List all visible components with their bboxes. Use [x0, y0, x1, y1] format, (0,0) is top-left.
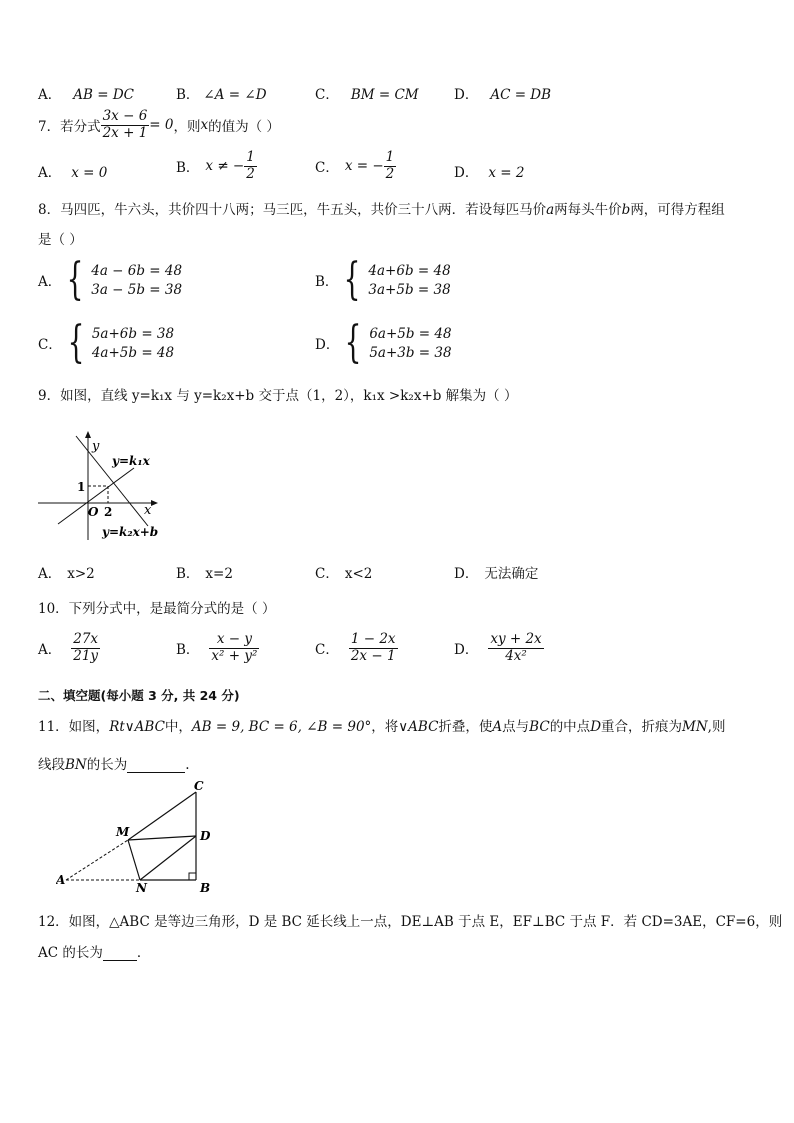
question-9-stem: 9．如图，直线 y=k₁x 与 y=k₂x+b 交于点（1，2），k₁x >k₂x+b 解集为（ ）	[38, 388, 518, 404]
q7-option-b[interactable]: B． x ≠ − $\frac{1}{2}$	[176, 149, 255, 182]
question-10-stem: 10．下列分式中，是最简分式的是（ ）	[38, 601, 276, 617]
answer-blank[interactable]	[127, 758, 185, 773]
segment-MD	[128, 836, 196, 840]
segment-ND	[140, 836, 196, 880]
brace-icon: {	[344, 317, 362, 368]
brace-icon: {	[344, 254, 361, 305]
q7-option-a[interactable]: A． x = 0	[38, 165, 108, 181]
question-11-stem: 11．如图，Rt∨ABC中，AB = 9, BC = 6, ∠B = 90°，将∨ABC折叠，使A点与BC的中点D重合，折痕为MN,则	[38, 719, 726, 735]
q10-option-b[interactable]: B． $\frac{x - y}{\text{x² + y²}}$	[176, 631, 258, 664]
point-B-label: B	[200, 881, 211, 894]
point-C-label: C	[194, 779, 204, 793]
q9-option-a[interactable]: A． x>2	[38, 566, 95, 582]
point-N-label: N	[136, 881, 147, 894]
q6-option-b[interactable]: B． ∠A = ∠D	[176, 87, 267, 103]
line-k1-label: y=k₁x	[112, 454, 150, 468]
q6-option-c[interactable]: C． BM = CM	[315, 87, 419, 103]
y-axis-label: y	[92, 439, 100, 454]
q9-option-b[interactable]: B． x=2	[176, 566, 233, 582]
question-8-stem-line2: 是（ ）	[38, 232, 83, 248]
y-axis-arrow-icon	[85, 431, 91, 438]
q8-option-c[interactable]: C． { 5a+6b = 38 4a+5b = 48	[38, 317, 175, 368]
q9-option-d[interactable]: D． 无法确定	[454, 566, 539, 582]
q6-option-a[interactable]: A． AB = DC	[38, 87, 134, 103]
q9-graph	[36, 428, 168, 546]
segment-MC	[128, 792, 196, 840]
point-M-label: M	[116, 825, 130, 839]
tick-x-label: 2	[104, 505, 113, 519]
line-k2-label: y=k₂x+b	[102, 525, 159, 539]
q8-option-b[interactable]: B． { 4a+6b = 48 3a+5b = 38	[315, 254, 451, 305]
section-title: 二、填空题(每小题 3 分, 共 24 分)	[38, 688, 240, 703]
brace-icon: {	[66, 254, 84, 305]
x-axis-label: x	[144, 503, 152, 518]
question-12-stem: 12．如图，△ABC 是等边三角形，D 是 BC 延长线上一点，DE⊥AB 于点 E，EF⊥BC 于点 F．若 CD=3AE，CF=6，则	[38, 914, 783, 930]
question-7-stem: 7．若分式 $\frac{3x - 6}{2x + 1}$ = 0 ，则 x 的值为（ ）	[38, 108, 280, 141]
point-A-label: A	[56, 873, 66, 887]
x-axis-arrow-icon	[151, 500, 158, 506]
q6-option-d[interactable]: D． AC = DB	[454, 87, 552, 103]
q11-figure	[56, 778, 216, 894]
right-angle-mark	[189, 873, 196, 880]
q8-option-a[interactable]: A． { 4a − 6b = 48 3a − 5b = 38	[38, 254, 183, 305]
tick-y-label: 1	[77, 480, 86, 494]
q7-option-c[interactable]: C． x = − $\frac{1}{2}$	[315, 149, 395, 182]
q7-option-d[interactable]: D． x = 2	[454, 165, 525, 181]
q7-fraction: $\frac{3x - 6}{2x + 1}$	[102, 108, 148, 141]
question-12-stem-line2: AC 的长为 ．	[38, 945, 151, 961]
q10-option-d[interactable]: D． $\frac{xy + 2x}{\text{4x²}}$	[454, 631, 542, 664]
segment-AM	[66, 840, 128, 880]
q10-option-a[interactable]: A． $\frac{27x}{21y}$	[38, 631, 99, 664]
question-11-stem-line2: 线段BN的长为 .	[38, 757, 190, 773]
q10-option-c[interactable]: C． $\frac{1 - 2x}{2x - 1}$	[315, 631, 396, 664]
q8-option-d[interactable]: D． { 6a+5b = 48 5a+3b = 38	[315, 317, 452, 368]
brace-icon: {	[67, 317, 85, 368]
segment-MN	[128, 840, 140, 880]
origin-label: O	[88, 505, 99, 519]
question-8-stem: 8．马四匹，牛六头，共价四十八两；马三匹，牛五头，共价三十八两．若设每匹马价a两每头牛价b两，可得方程组	[38, 202, 725, 218]
answer-blank[interactable]	[103, 946, 137, 961]
point-D-label: D	[200, 829, 211, 843]
q9-option-c[interactable]: C． x<2	[315, 566, 373, 582]
